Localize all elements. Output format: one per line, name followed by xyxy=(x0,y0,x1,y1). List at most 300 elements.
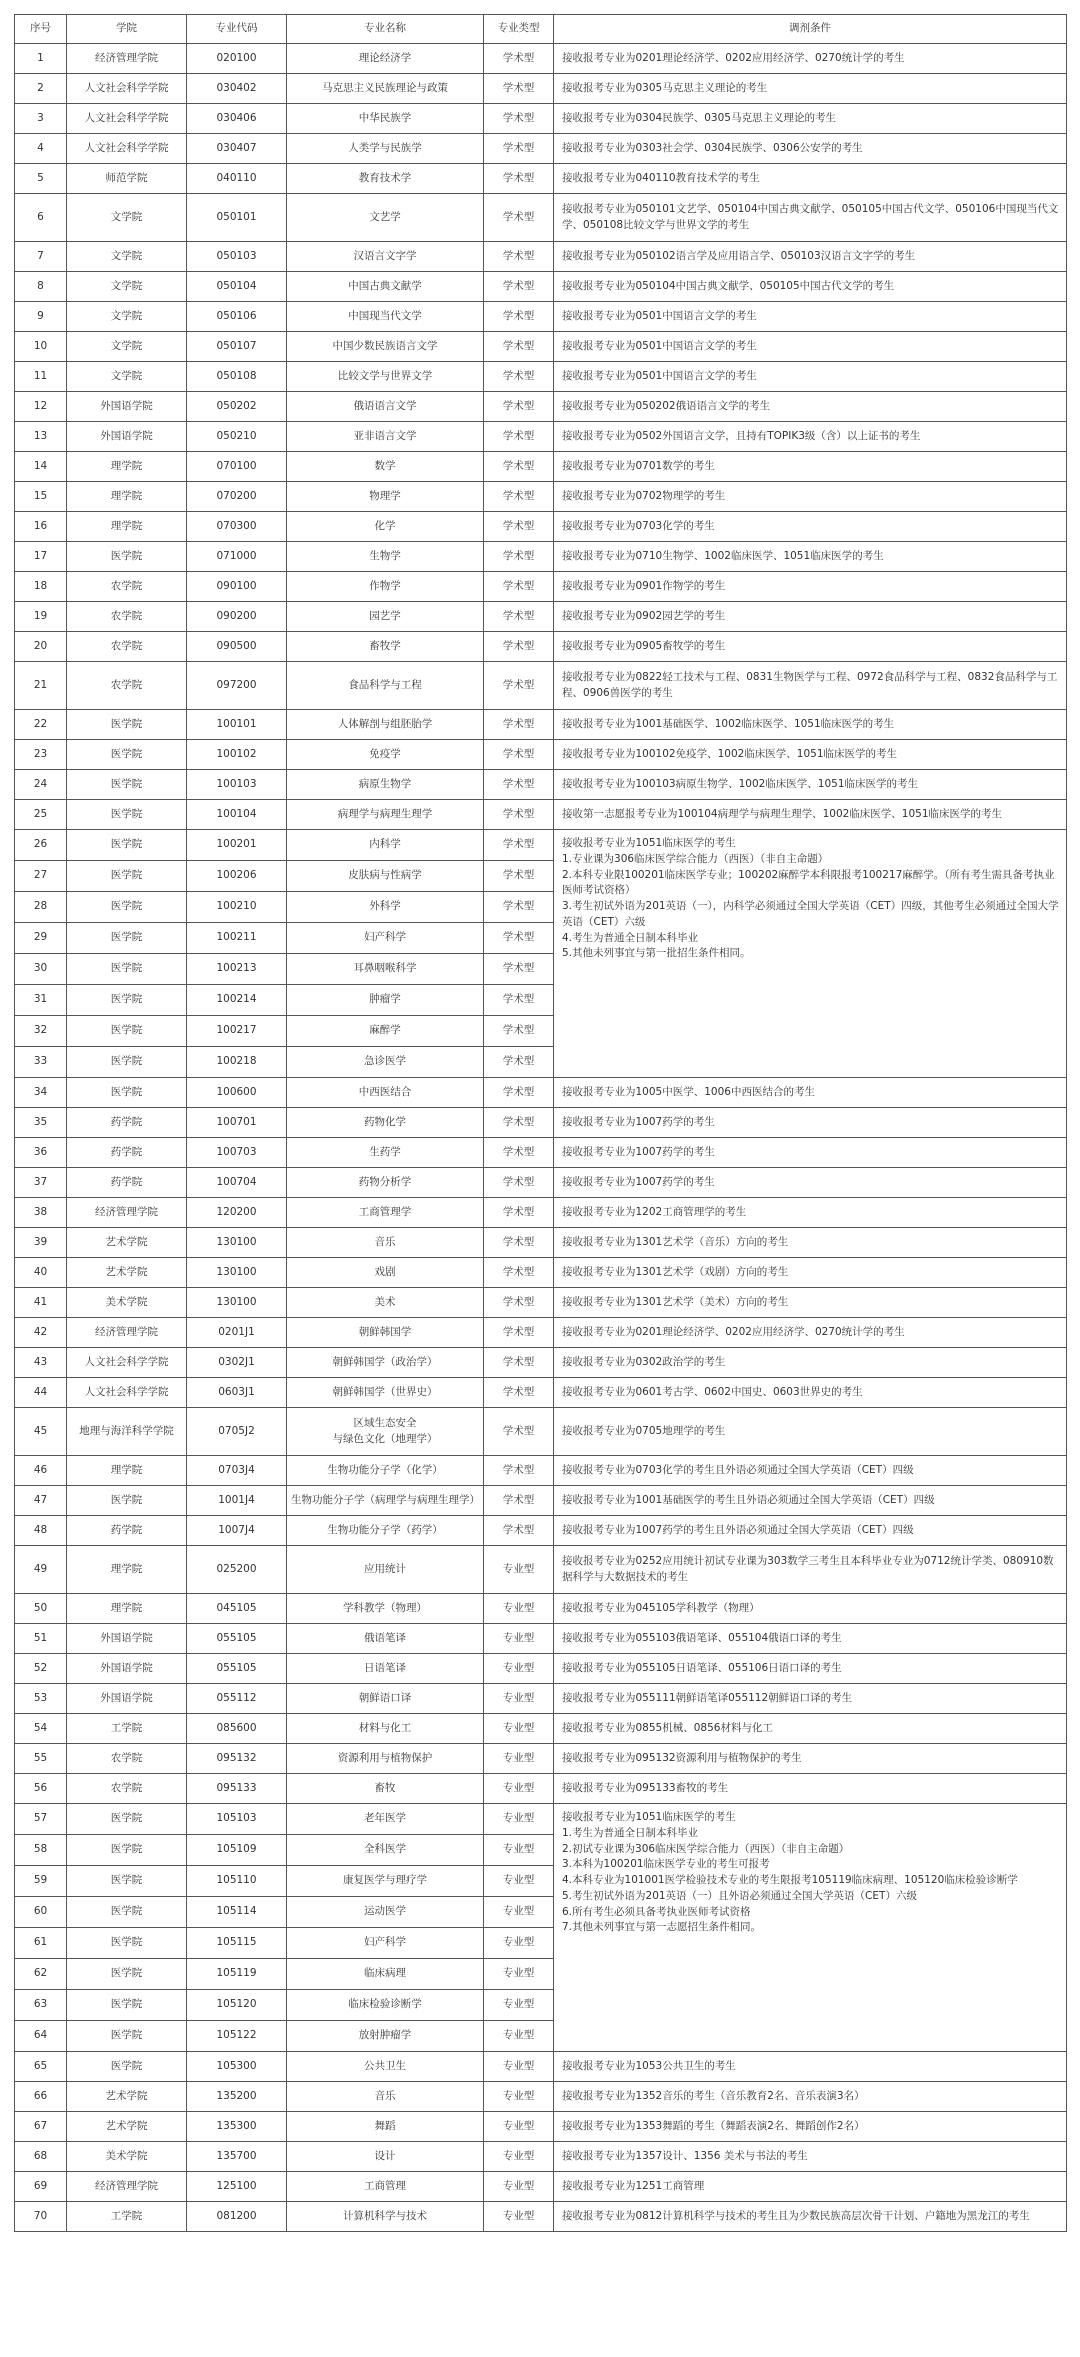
row-type: 学术型 xyxy=(484,1016,554,1047)
row-major-name: 计算机科学与技术 xyxy=(287,2202,484,2232)
table-row xyxy=(15,1486,1067,1516)
row-condition: 接收第一志愿报考专业为100104病理学与病理生理学、1002临床医学、1051临床医学的考生 xyxy=(554,800,1067,830)
row-college: 理学院 xyxy=(67,1594,187,1624)
row-college: 人文社会科学学院 xyxy=(67,104,187,134)
table-row xyxy=(15,332,1067,362)
row-type: 专业型 xyxy=(484,2172,554,2202)
row-major-name: 资源利用与植物保护 xyxy=(287,1744,484,1774)
row-condition: 接收报考专业为0201理论经济学、0202应用经济学、0270统计学的考生 xyxy=(554,1318,1067,1348)
row-code: 100201 xyxy=(187,830,287,861)
row-condition: 接收报考专业为055111朝鲜语笔译055112朝鲜语口译的考生 xyxy=(554,1684,1067,1714)
row-condition: 接收报考专业为1357设计、1356 美术与书法的考生 xyxy=(554,2142,1067,2172)
row-no: 14 xyxy=(15,452,67,482)
row-condition: 接收报考专业为0501中国语言文学的考生 xyxy=(554,302,1067,332)
row-type: 学术型 xyxy=(484,272,554,302)
row-code: 100102 xyxy=(187,740,287,770)
row-no: 22 xyxy=(15,710,67,740)
row-major-name: 药物化学 xyxy=(287,1108,484,1138)
table-row xyxy=(15,1228,1067,1258)
row-college: 艺术学院 xyxy=(67,1258,187,1288)
table-header-row xyxy=(15,15,1067,44)
row-type: 学术型 xyxy=(484,482,554,512)
row-code: 105110 xyxy=(187,1866,287,1897)
row-major-name: 汉语言文字学 xyxy=(287,242,484,272)
row-type: 专业型 xyxy=(484,1654,554,1684)
table-row xyxy=(15,1258,1067,1288)
row-major-name: 俄语笔译 xyxy=(287,1624,484,1654)
row-college: 外国语学院 xyxy=(67,422,187,452)
row-no: 50 xyxy=(15,1594,67,1624)
row-code: 030407 xyxy=(187,134,287,164)
row-major-name: 工商管理 xyxy=(287,2172,484,2202)
row-type: 学术型 xyxy=(484,74,554,104)
table-row xyxy=(15,2112,1067,2142)
table-row xyxy=(15,710,1067,740)
row-code: 105119 xyxy=(187,1959,287,1990)
row-no: 28 xyxy=(15,892,67,923)
row-major-name: 外科学 xyxy=(287,892,484,923)
row-college: 药学院 xyxy=(67,1108,187,1138)
row-no: 35 xyxy=(15,1108,67,1138)
row-college: 文学院 xyxy=(67,302,187,332)
row-college: 医学院 xyxy=(67,1047,187,1078)
row-type: 专业型 xyxy=(484,1835,554,1866)
row-college: 医学院 xyxy=(67,923,187,954)
row-major-name: 老年医学 xyxy=(287,1804,484,1835)
row-no: 9 xyxy=(15,302,67,332)
row-no: 40 xyxy=(15,1258,67,1288)
row-major-name: 朝鲜韩国学（政治学） xyxy=(287,1348,484,1378)
row-college: 人文社会科学学院 xyxy=(67,134,187,164)
row-no: 48 xyxy=(15,1516,67,1546)
row-college: 文学院 xyxy=(67,362,187,392)
row-major-name: 作物学 xyxy=(287,572,484,602)
row-college: 医学院 xyxy=(67,1928,187,1959)
row-no: 70 xyxy=(15,2202,67,2232)
table-row xyxy=(15,1198,1067,1228)
table-row xyxy=(15,662,1067,710)
row-type: 专业型 xyxy=(484,2142,554,2172)
row-college: 人文社会科学学院 xyxy=(67,1348,187,1378)
row-condition: 接收报考专业为0501中国语言文学的考生 xyxy=(554,332,1067,362)
table-row xyxy=(15,164,1067,194)
row-major-name: 数学 xyxy=(287,452,484,482)
row-type: 专业型 xyxy=(484,1990,554,2021)
row-code: 135200 xyxy=(187,2082,287,2112)
row-no: 25 xyxy=(15,800,67,830)
row-condition: 接收报考专业为055105日语笔译、055106日语口译的考生 xyxy=(554,1654,1067,1684)
row-condition: 接收报考专业为0252应用统计初试专业课为303数学三考生且本科毕业专业为0712统计学类、080910数据科学与大数据技术的考生 xyxy=(554,1546,1067,1594)
row-major-name: 朝鲜韩国学 xyxy=(287,1318,484,1348)
row-college: 理学院 xyxy=(67,452,187,482)
row-type: 专业型 xyxy=(484,1928,554,1959)
row-code: 100701 xyxy=(187,1108,287,1138)
row-college: 美术学院 xyxy=(67,2142,187,2172)
row-code: 095133 xyxy=(187,1774,287,1804)
row-major-name: 园艺学 xyxy=(287,602,484,632)
row-college: 医学院 xyxy=(67,542,187,572)
row-code: 100104 xyxy=(187,800,287,830)
table-row xyxy=(15,1348,1067,1378)
row-major-name: 区域生态安全 与绿色文化（地理学） xyxy=(287,1408,484,1456)
row-college: 农学院 xyxy=(67,602,187,632)
row-major-name: 学科教学（物理） xyxy=(287,1594,484,1624)
row-college: 医学院 xyxy=(67,1078,187,1108)
row-condition: 接收报考专业为0703化学的考生且外语必须通过全国大学英语（CET）四级 xyxy=(554,1456,1067,1486)
row-major-name: 教育技术学 xyxy=(287,164,484,194)
row-major-name: 中国现当代文学 xyxy=(287,302,484,332)
row-major-name: 临床检验诊断学 xyxy=(287,1990,484,2021)
row-no: 31 xyxy=(15,985,67,1016)
table-row xyxy=(15,602,1067,632)
table-row xyxy=(15,1078,1067,1108)
row-no: 1 xyxy=(15,44,67,74)
row-condition: 接收报考专业为050101文艺学、050104中国古典文献学、050105中国古代文学、050106中国现当代文学、050108比较文学与世界文学的考生 xyxy=(554,194,1067,242)
row-major-name: 化学 xyxy=(287,512,484,542)
row-college: 农学院 xyxy=(67,1744,187,1774)
row-college: 农学院 xyxy=(67,662,187,710)
row-major-name: 人类学与民族学 xyxy=(287,134,484,164)
row-no: 32 xyxy=(15,1016,67,1047)
row-major-name: 内科学 xyxy=(287,830,484,861)
row-major-name: 耳鼻咽喉科学 xyxy=(287,954,484,985)
row-condition: 接收报考专业为1301艺术学（戏剧）方向的考生 xyxy=(554,1258,1067,1288)
table-row xyxy=(15,2052,1067,2082)
row-type: 学术型 xyxy=(484,861,554,892)
row-major-name: 妇产科学 xyxy=(287,1928,484,1959)
row-type: 学术型 xyxy=(484,662,554,710)
table-row xyxy=(15,830,1067,861)
row-condition: 接收报考专业为0822轻工技术与工程、0831生物医学与工程、0972食品科学与工程、0832食品科学与工程、0906兽医学的考生 xyxy=(554,662,1067,710)
row-code: 100210 xyxy=(187,892,287,923)
row-code: 0302J1 xyxy=(187,1348,287,1378)
row-college: 医学院 xyxy=(67,1897,187,1928)
row-condition: 接收报考专业为1001基础医学、1002临床医学、1051临床医学的考生 xyxy=(554,710,1067,740)
row-code: 070100 xyxy=(187,452,287,482)
row-type: 学术型 xyxy=(484,954,554,985)
row-type: 学术型 xyxy=(484,1516,554,1546)
row-no: 64 xyxy=(15,2021,67,2052)
row-code: 130100 xyxy=(187,1288,287,1318)
row-major-name: 音乐 xyxy=(287,2082,484,2112)
table-row xyxy=(15,1744,1067,1774)
row-college: 医学院 xyxy=(67,1016,187,1047)
row-no: 62 xyxy=(15,1959,67,1990)
row-major-name: 全科医学 xyxy=(287,1835,484,1866)
row-major-name: 日语笔译 xyxy=(287,1654,484,1684)
row-college: 人文社会科学学院 xyxy=(67,1378,187,1408)
header-name: 专业名称 xyxy=(287,15,484,44)
row-type: 专业型 xyxy=(484,1684,554,1714)
row-major-name: 急诊医学 xyxy=(287,1047,484,1078)
row-code: 135300 xyxy=(187,2112,287,2142)
row-code: 120200 xyxy=(187,1198,287,1228)
row-code: 125100 xyxy=(187,2172,287,2202)
table-row xyxy=(15,2082,1067,2112)
row-code: 040110 xyxy=(187,164,287,194)
row-code: 100218 xyxy=(187,1047,287,1078)
row-no: 33 xyxy=(15,1047,67,1078)
row-type: 学术型 xyxy=(484,572,554,602)
row-no: 49 xyxy=(15,1546,67,1594)
row-no: 4 xyxy=(15,134,67,164)
row-no: 5 xyxy=(15,164,67,194)
row-code: 105120 xyxy=(187,1990,287,2021)
row-code: 100206 xyxy=(187,861,287,892)
table-row xyxy=(15,800,1067,830)
row-condition: 接收报考专业为0201理论经济学、0202应用经济学、0270统计学的考生 xyxy=(554,44,1067,74)
row-type: 学术型 xyxy=(484,632,554,662)
row-code: 055105 xyxy=(187,1654,287,1684)
row-major-name: 生物功能分子学（药学） xyxy=(287,1516,484,1546)
row-type: 学术型 xyxy=(484,800,554,830)
row-type: 专业型 xyxy=(484,1594,554,1624)
row-college: 医学院 xyxy=(67,985,187,1016)
row-major-name: 音乐 xyxy=(287,1228,484,1258)
row-code: 050101 xyxy=(187,194,287,242)
table-row xyxy=(15,1108,1067,1138)
row-code: 105109 xyxy=(187,1835,287,1866)
row-code: 105122 xyxy=(187,2021,287,2052)
row-code: 135700 xyxy=(187,2142,287,2172)
row-condition: 接收报考专业为1005中医学、1006中西医结合的考生 xyxy=(554,1078,1067,1108)
row-college: 文学院 xyxy=(67,194,187,242)
row-major-name: 临床病理 xyxy=(287,1959,484,1990)
row-college: 农学院 xyxy=(67,1774,187,1804)
row-code: 105300 xyxy=(187,2052,287,2082)
row-condition: 接收报考专业为0701数学的考生 xyxy=(554,452,1067,482)
table-row xyxy=(15,1684,1067,1714)
row-type: 学术型 xyxy=(484,710,554,740)
row-type: 学术型 xyxy=(484,1198,554,1228)
row-major-name: 妇产科学 xyxy=(287,923,484,954)
row-major-name: 畜牧 xyxy=(287,1774,484,1804)
row-college: 经济管理学院 xyxy=(67,1318,187,1348)
row-condition: 接收报考专业为0901作物学的考生 xyxy=(554,572,1067,602)
row-code: 100213 xyxy=(187,954,287,985)
table-row xyxy=(15,740,1067,770)
row-college: 农学院 xyxy=(67,632,187,662)
row-condition: 接收报考专业为0304民族学、0305马克思主义理论的考生 xyxy=(554,104,1067,134)
row-code: 0201J1 xyxy=(187,1318,287,1348)
row-type: 专业型 xyxy=(484,2112,554,2142)
row-type: 专业型 xyxy=(484,2052,554,2082)
row-college: 医学院 xyxy=(67,1990,187,2021)
row-no: 42 xyxy=(15,1318,67,1348)
row-code: 030406 xyxy=(187,104,287,134)
row-no: 43 xyxy=(15,1348,67,1378)
row-type: 学术型 xyxy=(484,892,554,923)
row-major-name: 生药学 xyxy=(287,1138,484,1168)
row-major-name: 美术 xyxy=(287,1288,484,1318)
row-condition: 接收报考专业为1007药学的考生 xyxy=(554,1138,1067,1168)
row-code: 090100 xyxy=(187,572,287,602)
row-major-name: 马克思主义民族理论与政策 xyxy=(287,74,484,104)
row-type: 专业型 xyxy=(484,1959,554,1990)
table-row xyxy=(15,572,1067,602)
row-major-name: 文艺学 xyxy=(287,194,484,242)
row-code: 130100 xyxy=(187,1258,287,1288)
row-no: 19 xyxy=(15,602,67,632)
row-no: 57 xyxy=(15,1804,67,1835)
row-major-name: 中西医结合 xyxy=(287,1078,484,1108)
row-condition: 接收报考专业为0501中国语言文学的考生 xyxy=(554,362,1067,392)
row-college: 经济管理学院 xyxy=(67,2172,187,2202)
row-condition: 接收报考专业为1051临床医学的考生 1.考生为普通全日制本科毕业 2.初试专业课为306临床医学综合能力（西医）（非自主命题） 3.本科为100201临床医学专业的考生可报考 4.本科专业为101001医学检验技术专业的考生限报考105119临床病理、105120临床检验诊断学 5.考生初试外语为201英语（一）且外语必须通过全国大学英语（CET）六级 6.所有考生必须具备考执业医师考试资格 7.其他未列事宜与第一志愿招生条件相同。 xyxy=(554,1804,1067,2052)
row-no: 65 xyxy=(15,2052,67,2082)
row-code: 100214 xyxy=(187,985,287,1016)
row-college: 医学院 xyxy=(67,1959,187,1990)
row-condition: 接收报考专业为0703化学的考生 xyxy=(554,512,1067,542)
row-code: 095132 xyxy=(187,1744,287,1774)
row-code: 130100 xyxy=(187,1228,287,1258)
row-type: 学术型 xyxy=(484,1456,554,1486)
table-row xyxy=(15,2142,1067,2172)
table-row xyxy=(15,422,1067,452)
row-condition: 接收报考专业为1053公共卫生的考生 xyxy=(554,2052,1067,2082)
row-major-name: 生物功能分子学（病理学与病理生理学） xyxy=(287,1486,484,1516)
row-type: 专业型 xyxy=(484,2021,554,2052)
table-row xyxy=(15,1594,1067,1624)
table-row xyxy=(15,452,1067,482)
row-type: 学术型 xyxy=(484,1138,554,1168)
row-major-name: 放射肿瘤学 xyxy=(287,2021,484,2052)
table-row xyxy=(15,44,1067,74)
row-type: 学术型 xyxy=(484,1348,554,1378)
row-no: 47 xyxy=(15,1486,67,1516)
row-type: 学术型 xyxy=(484,362,554,392)
row-major-name: 亚非语言文学 xyxy=(287,422,484,452)
row-college: 理学院 xyxy=(67,1546,187,1594)
row-code: 050210 xyxy=(187,422,287,452)
table-row xyxy=(15,134,1067,164)
row-major-name: 物理学 xyxy=(287,482,484,512)
row-condition: 接收报考专业为0305马克思主义理论的考生 xyxy=(554,74,1067,104)
row-no: 67 xyxy=(15,2112,67,2142)
row-type: 学术型 xyxy=(484,1288,554,1318)
row-college: 艺术学院 xyxy=(67,2112,187,2142)
row-no: 8 xyxy=(15,272,67,302)
header-no: 序号 xyxy=(15,15,67,44)
row-type: 学术型 xyxy=(484,194,554,242)
row-no: 20 xyxy=(15,632,67,662)
row-condition: 接收报考专业为100103病原生物学、1002临床医学、1051临床医学的考生 xyxy=(554,770,1067,800)
row-code: 0703J4 xyxy=(187,1456,287,1486)
row-college: 美术学院 xyxy=(67,1288,187,1318)
table-row xyxy=(15,632,1067,662)
row-no: 3 xyxy=(15,104,67,134)
row-type: 专业型 xyxy=(484,1546,554,1594)
row-type: 学术型 xyxy=(484,164,554,194)
row-no: 55 xyxy=(15,1744,67,1774)
row-condition: 接收报考专业为0905畜牧学的考生 xyxy=(554,632,1067,662)
row-condition: 接收报考专业为1202工商管理学的考生 xyxy=(554,1198,1067,1228)
row-college: 医学院 xyxy=(67,954,187,985)
row-college: 师范学院 xyxy=(67,164,187,194)
table-row xyxy=(15,392,1067,422)
row-condition: 接收报考专业为0502外国语言文学，且持有TOPIK3级（含）以上证书的考生 xyxy=(554,422,1067,452)
row-type: 专业型 xyxy=(484,1774,554,1804)
row-no: 46 xyxy=(15,1456,67,1486)
row-type: 学术型 xyxy=(484,770,554,800)
row-college: 经济管理学院 xyxy=(67,1198,187,1228)
table-row xyxy=(15,1516,1067,1546)
row-condition: 接收报考专业为1051临床医学的考生 1.专业课为306临床医学综合能力（西医）（非自主命题） 2.本科专业限100201临床医学专业；100202麻醉学本科限报考100217麻醉学。（所有考生需具备考执业医师考试资格） 3.考生初试外语为201英语（一），内科学必须通过全国大学英语（CET）四级，其他考生必须通过全国大学英语（CET）六级 4.考生为普通全日制本科毕业 5.其他未列事宜与第一批招生条件相同。 xyxy=(554,830,1067,1078)
row-code: 085600 xyxy=(187,1714,287,1744)
row-condition: 接收报考专业为1007药学的考生 xyxy=(554,1168,1067,1198)
row-condition: 接收报考专业为1251工商管理 xyxy=(554,2172,1067,2202)
row-code: 090500 xyxy=(187,632,287,662)
row-code: 100703 xyxy=(187,1138,287,1168)
row-condition: 接收报考专业为050104中国古典文献学、050105中国古代文学的考生 xyxy=(554,272,1067,302)
row-college: 经济管理学院 xyxy=(67,44,187,74)
row-type: 学术型 xyxy=(484,1168,554,1198)
row-code: 100103 xyxy=(187,770,287,800)
row-college: 医学院 xyxy=(67,2021,187,2052)
row-type: 学术型 xyxy=(484,44,554,74)
row-condition: 接收报考专业为0855机械、0856材料与化工 xyxy=(554,1714,1067,1744)
row-major-name: 病原生物学 xyxy=(287,770,484,800)
row-code: 070200 xyxy=(187,482,287,512)
row-college: 医学院 xyxy=(67,740,187,770)
row-college: 医学院 xyxy=(67,892,187,923)
row-code: 055112 xyxy=(187,1684,287,1714)
row-no: 34 xyxy=(15,1078,67,1108)
table-row xyxy=(15,770,1067,800)
row-college: 医学院 xyxy=(67,1486,187,1516)
row-type: 学术型 xyxy=(484,1228,554,1258)
row-major-name: 理论经济学 xyxy=(287,44,484,74)
row-code: 0603J1 xyxy=(187,1378,287,1408)
row-condition: 接收报考专业为1001基础医学的考生且外语必须通过全国大学英语（CET）四级 xyxy=(554,1486,1067,1516)
row-no: 15 xyxy=(15,482,67,512)
row-no: 29 xyxy=(15,923,67,954)
row-major-name: 药物分析学 xyxy=(287,1168,484,1198)
row-college: 医学院 xyxy=(67,1835,187,1866)
row-code: 105103 xyxy=(187,1804,287,1835)
table-row xyxy=(15,272,1067,302)
row-type: 学术型 xyxy=(484,1078,554,1108)
row-college: 艺术学院 xyxy=(67,2082,187,2112)
table-row xyxy=(15,1774,1067,1804)
row-major-name: 畜牧学 xyxy=(287,632,484,662)
table-row xyxy=(15,242,1067,272)
row-condition: 接收报考专业为0710生物学、1002临床医学、1051临床医学的考生 xyxy=(554,542,1067,572)
row-type: 学术型 xyxy=(484,740,554,770)
row-no: 17 xyxy=(15,542,67,572)
table-row xyxy=(15,2172,1067,2202)
row-type: 学术型 xyxy=(484,1108,554,1138)
row-major-name: 中国古典文献学 xyxy=(287,272,484,302)
row-condition: 接收报考专业为0705地理学的考生 xyxy=(554,1408,1067,1456)
table-row xyxy=(15,194,1067,242)
table-row xyxy=(15,2202,1067,2232)
row-type: 学术型 xyxy=(484,542,554,572)
row-no: 6 xyxy=(15,194,67,242)
row-major-name: 肿瘤学 xyxy=(287,985,484,1016)
table-row xyxy=(15,1546,1067,1594)
row-type: 学术型 xyxy=(484,512,554,542)
row-no: 16 xyxy=(15,512,67,542)
table-row xyxy=(15,1288,1067,1318)
row-code: 097200 xyxy=(187,662,287,710)
row-no: 53 xyxy=(15,1684,67,1714)
row-code: 100600 xyxy=(187,1078,287,1108)
row-college: 外国语学院 xyxy=(67,392,187,422)
row-college: 医学院 xyxy=(67,861,187,892)
row-type: 学术型 xyxy=(484,1047,554,1078)
row-type: 学术型 xyxy=(484,392,554,422)
